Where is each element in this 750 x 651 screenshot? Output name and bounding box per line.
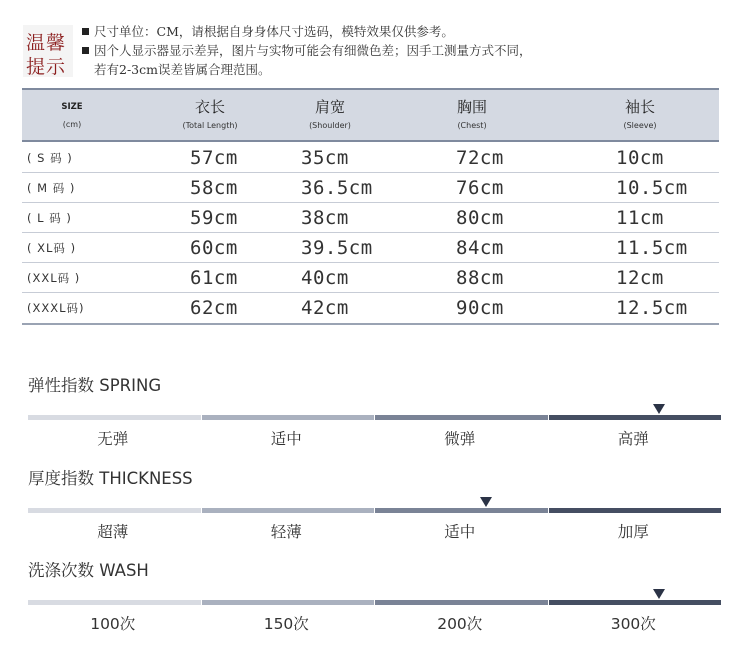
- header-label: 肩宽: [314, 98, 345, 116]
- scale-segment: [28, 415, 201, 420]
- scale-segment: [375, 415, 548, 420]
- shoulder-cell: 38cm: [301, 207, 349, 229]
- scale-label: 超薄: [97, 523, 129, 541]
- scale-segment: [202, 508, 375, 513]
- header-sleeve: [600, 96, 680, 132]
- shoulder-cell: 39.5cm: [301, 237, 373, 259]
- table-row: [22, 203, 719, 233]
- tip-badge-line-1: 温馨: [26, 32, 67, 54]
- tip-notes: [80, 22, 532, 79]
- header-sublabel: (Chest): [457, 121, 487, 130]
- scale-segment: [202, 600, 375, 605]
- chest-cell: 90cm: [456, 297, 504, 319]
- table-row: [22, 173, 719, 203]
- header-sublabel: (Sleeve): [623, 121, 657, 130]
- scale-segment: [28, 600, 201, 605]
- size-cell: ( M 码 ): [27, 181, 76, 195]
- header-length: [170, 96, 250, 132]
- selected-level-marker-icon: [653, 404, 665, 414]
- length-cell: 62cm: [190, 297, 238, 319]
- chest-cell: 80cm: [456, 207, 504, 229]
- scale-segment: [375, 508, 548, 513]
- length-cell: 61cm: [190, 267, 238, 289]
- scale-label: 加厚: [617, 523, 649, 541]
- header-label: 衣长: [194, 98, 225, 116]
- index-scale-bar: [28, 508, 722, 513]
- selected-level-marker-icon: [653, 589, 665, 599]
- wash-index: [28, 557, 722, 637]
- tip-note-text: 若有2-3cm误差皆属合理范围。: [94, 62, 271, 77]
- sleeve-cell: 11cm: [616, 207, 664, 229]
- header-unit: (cm): [62, 120, 82, 129]
- length-cell: 57cm: [190, 147, 238, 169]
- square-bullet-icon: [82, 28, 89, 35]
- header-label: 袖长: [624, 98, 655, 116]
- header-shoulder: [290, 96, 370, 132]
- length-cell: 60cm: [190, 237, 238, 259]
- header-size: [32, 97, 112, 131]
- chest-cell: 72cm: [456, 147, 504, 169]
- size-cell: ( XL码 ): [27, 241, 77, 255]
- size-cell: (XXL码 ): [27, 271, 81, 285]
- tip-badge: [23, 25, 73, 77]
- scale-label: 100次: [90, 615, 136, 633]
- tip-badge-line-2: 提示: [26, 56, 67, 78]
- scale-label: 无弹: [97, 430, 129, 448]
- sleeve-cell: 11.5cm: [616, 237, 688, 259]
- size-cell: (XXXL码): [27, 301, 85, 315]
- sleeve-cell: 12.5cm: [616, 297, 688, 319]
- thickness-index: [28, 465, 722, 545]
- spring-index: [28, 372, 722, 452]
- sleeve-cell: 10cm: [616, 147, 664, 169]
- scale-segment: [549, 600, 722, 605]
- scale-segment: [28, 508, 201, 513]
- tip-note-2: [80, 41, 532, 60]
- scale-label: 适中: [444, 523, 476, 541]
- size-cell: ( S 码 ): [27, 151, 73, 165]
- length-cell: 58cm: [190, 177, 238, 199]
- scale-label: 200次: [437, 615, 483, 633]
- index-title: 厚度指数 THICKNESS: [28, 469, 193, 488]
- table-header: [22, 88, 719, 142]
- tip-note-text: 因个人显示器显示差异，图片与实物可能会有细微色差；因手工测量方式不同，: [94, 43, 532, 58]
- header-sublabel: (Shoulder): [309, 121, 351, 130]
- scale-label: 轻薄: [270, 523, 302, 541]
- table-row: [22, 293, 719, 325]
- sleeve-cell: 10.5cm: [616, 177, 688, 199]
- scale-segment: [202, 415, 375, 420]
- tip-note-text: 尺寸单位：CM，请根据自身身体尺寸选码，模特效果仅供参考。: [94, 24, 454, 39]
- size-cell: ( L 码 ): [27, 211, 72, 225]
- selected-level-marker-icon: [480, 497, 492, 507]
- shoulder-cell: 36.5cm: [301, 177, 373, 199]
- table-row: [22, 263, 719, 293]
- shoulder-cell: 35cm: [301, 147, 349, 169]
- index-title: 弹性指数 SPRING: [28, 376, 162, 395]
- scale-label: 适中: [270, 430, 302, 448]
- tip-note-2-continued: [80, 60, 532, 79]
- header-chest: [432, 96, 512, 132]
- square-bullet-icon: [82, 47, 89, 54]
- chest-cell: 76cm: [456, 177, 504, 199]
- scale-label: 微弹: [444, 430, 476, 448]
- header-sublabel: (Total Length): [182, 121, 238, 130]
- chest-cell: 84cm: [456, 237, 504, 259]
- header-label: 胸围: [456, 98, 487, 116]
- length-cell: 59cm: [190, 207, 238, 229]
- scale-label: 150次: [263, 615, 309, 633]
- header-label: SIZE: [61, 102, 83, 112]
- index-scale-bar: [28, 415, 722, 420]
- sleeve-cell: 12cm: [616, 267, 664, 289]
- chest-cell: 88cm: [456, 267, 504, 289]
- index-scale-bar: [28, 600, 722, 605]
- scale-segment: [549, 415, 722, 420]
- scale-label: 300次: [610, 615, 656, 633]
- size-table: [22, 88, 719, 329]
- table-row: [22, 233, 719, 263]
- scale-segment: [549, 508, 722, 513]
- table-row: [22, 143, 719, 173]
- scale-label: 高弹: [617, 430, 649, 448]
- scale-segment: [375, 600, 548, 605]
- shoulder-cell: 42cm: [301, 297, 349, 319]
- index-title: 洗涤次数 WASH: [28, 561, 149, 580]
- tip-note-1: [80, 22, 532, 41]
- shoulder-cell: 40cm: [301, 267, 349, 289]
